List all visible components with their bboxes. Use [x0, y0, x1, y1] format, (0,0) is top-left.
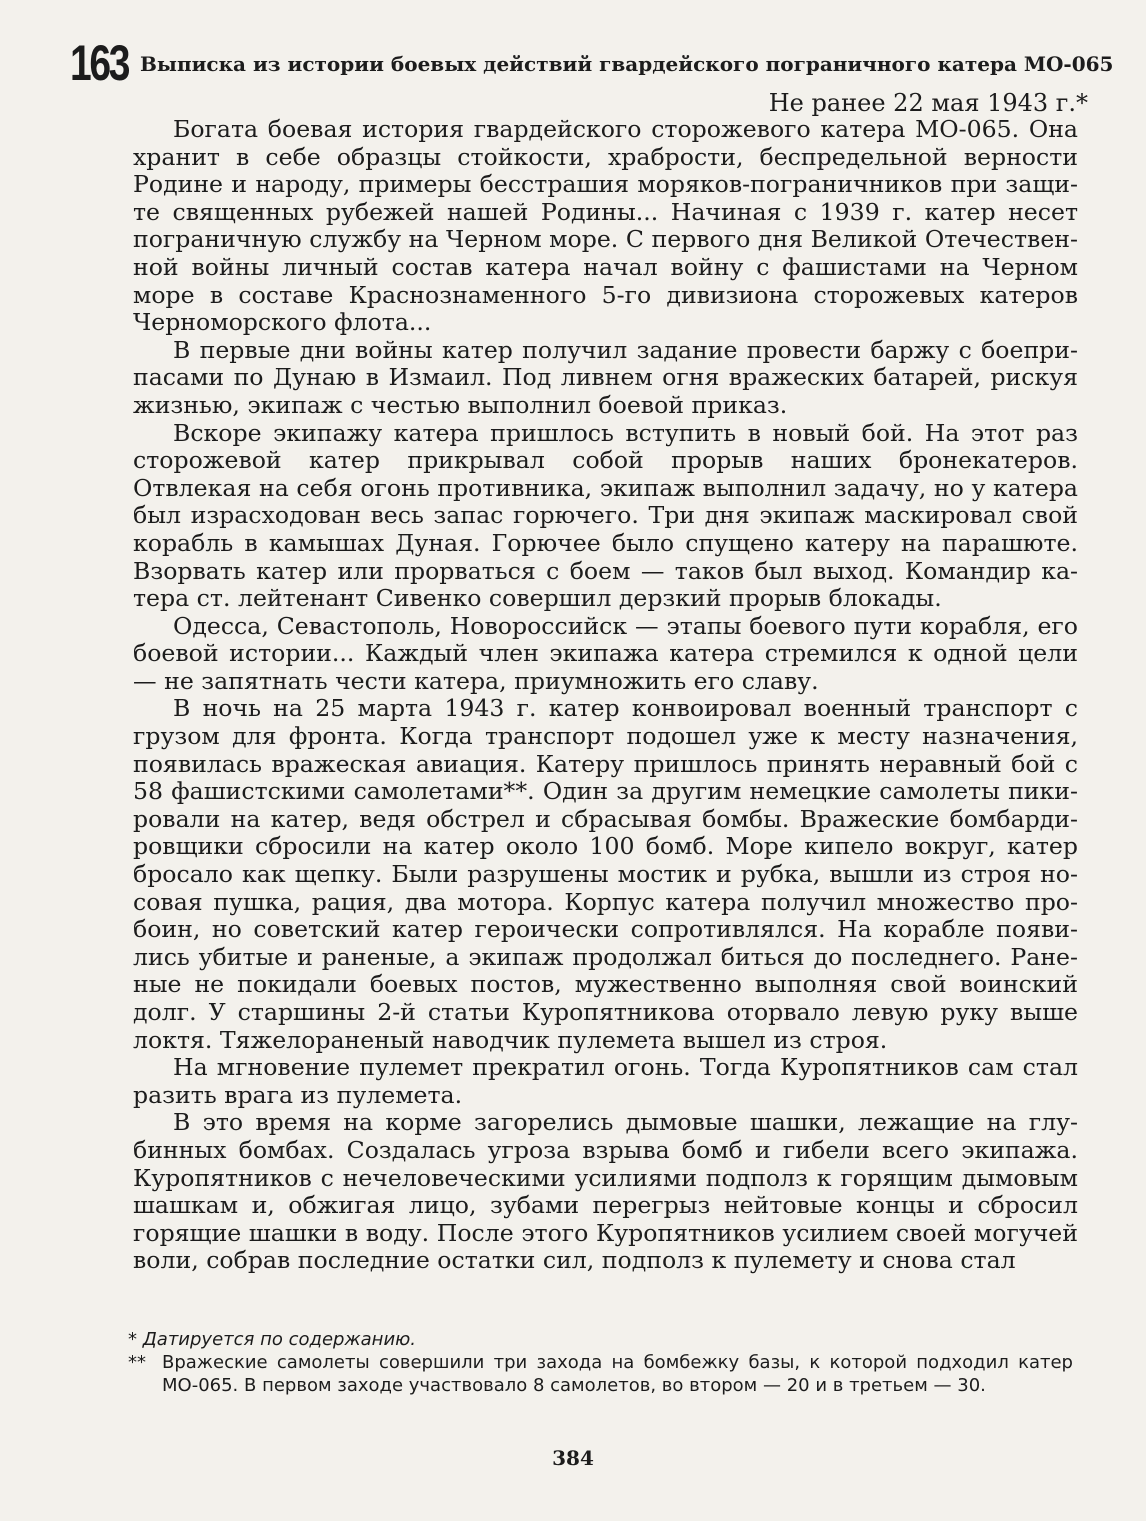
document-number: 163 — [70, 35, 129, 91]
paragraph: Богата боевая история гвардейского сторожевого катера МО-065. Она хранит в себе образцы стойкости, храбрости, беспредельной верности Родине и народу, примеры бесстрашия моряков-пограничников при защите священных рубежей нашей Родины... Начиная с 1939 г. катер несет пограничную службу на Черном море. С первого дня Великой Отечественной войны личный состав катера начал войну с фашистами на Черном море в составе Краснознаменного 5-го дивизиона сторожевых катеров Черноморского флота... — [133, 115, 1078, 337]
footnote-marker: ** — [128, 1352, 146, 1373]
page-number: 384 — [552, 1446, 594, 1470]
paragraph: Вскоре экипажу катера пришлось вступить в новый бой. На этот раз сторожевой катер прикрывал собой прорыв наших бронекатеров. Отвлекая на себя огонь противника, экипаж выполнил задачу, но у катера был израсходован весь запас горючего. Три дня экипаж маскировал свой корабль в камышах Дуная. Горючее было спущено катеру на парашюте. Взорвать катер или прорваться с боем — таков был выход. Командир катера ст. лейтенант Сивенко совершил дерзкий прорыв блокады. — [133, 418, 1078, 613]
date-line: Не ранее 22 мая 1943 г.* — [768, 89, 1088, 117]
footnote-text: Вражеские самолеты совершили три захода на бомбежку базы, к которой подходил катер МО-065. В первом заходе участвовало 8 самолетов, во втором — 20 и в третьем — 30. — [162, 1352, 1073, 1396]
paragraph: Одесса, Севастополь, Новороссийск — этапы боевого пути корабля, его боевой истории... Каждый член экипажа катера стремился к одной цели — не запятнать чести катера, приумножить его славу. — [133, 611, 1078, 695]
paragraph: В первые дни войны катер получил задание провести баржу с боеприпасами по Дунаю в Измаил. Под ливнем огня вражеских батарей, рискуя жизнью, экипаж с честью выполнил боевой приказ. — [133, 335, 1078, 419]
footnotes — [128, 1328, 1073, 1397]
paragraph: В ночь на 25 марта 1943 г. катер конвоировал военный транспорт с грузом для фронта. Когда транспорт подошел уже к месту назначения, появилась вражеская авиация. Катеру пришлось принять неравный бой с 58 фашистскими самолетами**. Один за другим немецкие самолеты пикировали на катер, ведя обстрел и сбрасывая бомбы. Вражеские бомбардировщики сбросили на катер около 100 бомб. Море кипело вокруг, катер бросало как щепку. Были разрушены мостик и рубка, вышли из строя носовая пушка, рация, два мотора. Корпус катера получил множество пробоин, но советский катер героически сопротивлялся. На корабле появились убитые и раненые, а экипаж продолжал биться до последнего. Раненые не покидали боевых постов, мужественно выполняя свой воинский долг. У старшины 2-й статьи Куропятникова оторвало левую руку выше локтя. Тяжелораненый наводчик пулемета вышел из строя. — [133, 694, 1078, 1054]
body-text — [133, 116, 1078, 1275]
paragraph: В это время на корме загорелись дымовые шашки, лежащие на глубинных бомбах. Создалась угроза взрыва бомб и гибели всего экипажа. Куропятников с нечеловеческими усилиями подполз к горящим дымовым шашкам и, обжигая лицо, зубами перегрыз нейтовые концы и сбросил горящие шашки в воду. После этого Куропятников усилием своей могучей воли, собрав последние остатки сил, подполз к пулемету и снова стал — [133, 1108, 1078, 1275]
footnote-bombing — [128, 1351, 1073, 1397]
paragraph: На мгновение пулемет прекратил огонь. Тогда Куропятников сам стал разить врага из пулемета. — [133, 1053, 1078, 1109]
document-title: Выписка из истории боевых действий гвардейского пограничного катера МО-065 — [140, 52, 1114, 76]
footnote-dating: * Датируется по содержанию. — [128, 1329, 417, 1350]
